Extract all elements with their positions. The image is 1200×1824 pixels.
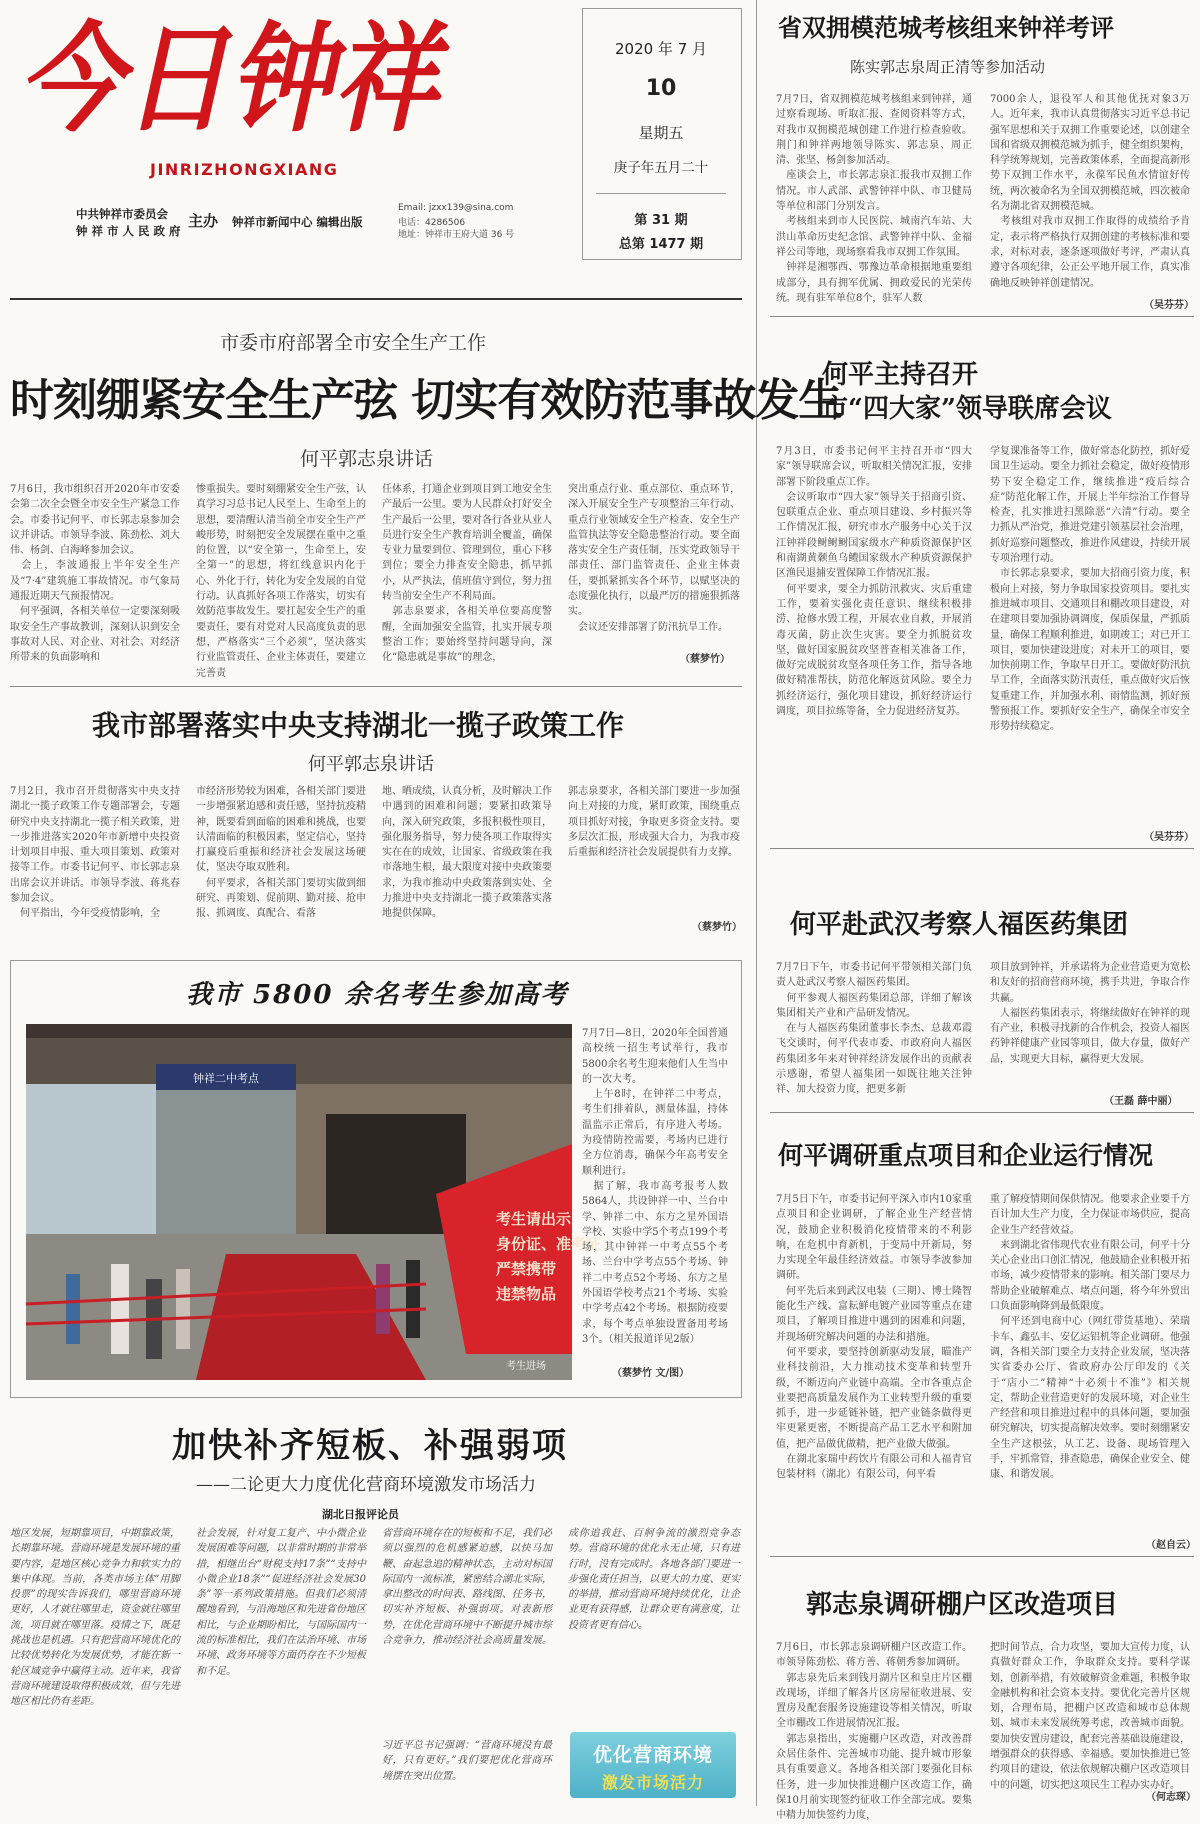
art2-col-2: 市经济形势较为困难，各相关部门要进一步增强紧迫感和责任感，坚持抗疫精神，既要看到面临的困难和挑战，也要认清面临的积极因素，坚定信心，坚持打赢疫后重振和经济社会发展这场硬仗，坚决夺取双胜利。 何平要求，各相关部门要切实做到细研究、再策划、促前期、勤对接、抢申报、抓调度、真配合、看落 — [196, 786, 366, 920]
svg-text:钟祥二中考点: 钟祥二中考点 — [193, 1072, 259, 1085]
right4-rule — [770, 1556, 1194, 1557]
right5-signature: （何志琛） — [1146, 1792, 1196, 1803]
right4-col-2: 重了解疫情期间保供情况。他要求企业要千方百计加大生产力度，全力保证市场供应，提高企业生产经营效益。 来到湖北省伟现代农业有限公司，何平十分关心企业出口创汇情况，他鼓励企业积极开拓市场，减少疫情带来的影响。相关部门要尽力帮助企业破解难点、堵点问题，将今年外贸出口负面影响降到最低限度。 何平还到电商中心（网红带货基地）、荣瑞卡车、鑫弘丰、安亿运铝机等企业调研。他强调，各相关部门要全力支持企业发展，坚决落实省委办公厅、省政府办公厅印发的《关于“店小二”精神“十必须十不准”》相关规定，帮助企业营造更好的发展环境，对企业生产经营和项目推进过程中的具体问题，要加强研究解决，切实提高解决效率。要时刻绷紧安全生产这根弦，从工艺、设备、现场管理入手，牢抓常管，排查隐患，确保企业安全、健康、和谐发展。 — [990, 1194, 1190, 1481]
right2-col-1: 7月3日，市委书记何平主持召开市“四大家”领导联席会议，听取相关情况汇报，安排部署下阶段重点工作。 会议听取市“四大家”领导关于招商引资、包联重点企业、重点项目建设、乡村振兴等工作情况汇报，研究市水产服务中心关于汉江钟祥段鲥鲥鲥国家级水产种质资源保护区和南湖黄颡鱼乌鳢国家级水产种质资源保护区渔民退捕安置保障工作情况汇报。 何平要求，要全力抓防汛救灾、灾后重建工作，要着实强化责任意识、继续积极排涝、抢修水毁工程，开展农业自救，开展消毒灭菌，防止次生灾害。要全力抓脱贫攻坚，做好国家脱贫攻坚普查相关准备工作，做好完成脱贫攻坚各项任务工作，指导各地做好精准帮扶，防范化解返贫风险。要全力抓经济运行，强化项目建设，抓好经济运行调度，项目拉练等备，全力促进经济复苏。 — [776, 446, 972, 718]
art4-col-1: 地区发展，短期靠项目，中期靠政策，长期靠环境。营商环境是发展环境的重要内容，是地区核心竞争力和软实力的集中体现。当前，各类市场主体“用脚投票”的现实告诉我们，哪里营商环境更好，人才就往哪里走，资金就往哪里流，项目就在哪里落。疫情之下，既是挑战也是机遇。只有把营商环境优化的比较优势转化为发展优势，才能在新一轮区域竞争中赢得主动。近年来，我省营商环境建设取得积极成效，但与先进地区相比仍有差距。 — [10, 1528, 180, 1708]
svg-text:今日钟祥: 今日钟祥 — [18, 9, 451, 148]
exam-photo-scene — [26, 1024, 602, 1380]
right5-col-2: 把时间节点，合力攻坚，要加大宣传力度，认真做好群众工作，争取群众支持。要科学谋划，创新举措，有效破解资金难题，积极争取金融机构和社会资本支持。要优化完善片区规划，合理布局，把棚户区改造和城市总体规划、城市未来发展统筹考虑，改善城市面貌。要加快安置房建设，配套完善基础设施建设，增强群众的获得感、幸福感。要加快推进已签约项目的建设，依法依规解决棚户区改造项目中的问题，切实把这项民生工程办实办好。 — [990, 1642, 1190, 1791]
art2-col-1: 7月2日，我市召开贯彻落实中央支持湖北一揽子政策工作专题部署会，专题研究中央支持湖北一揽子相关政策，进一步推进落实2020年市新增中央投资计划项目申报、重大项目策划、政策对接等工作。市委书记何平、市长郭志泉出席会议并讲话。市领导李波、蒋兆春参加会议。 何平指出，今年受疫情影响，全 — [10, 786, 180, 920]
right3-col-1: 7月7日下午，市委书记何平带领相关部门负责人赴武汉考察人福医药集团。 何平参观人福医药集团总部，详细了解该集团相关产业和产品研发情况。 在与人福医药集团董事长李杰、总裁邓霞飞交谈时，何平代表市委、市政府向人福医药集团多年来对钟祥经济发展作出的贡献表示感谢，希望人福集团一如既往地关注钟祥、加大投资力度，把更多新 — [776, 962, 972, 1096]
right1-col-1: 7月7日，省双拥模范城考核组来到钟祥，通过察看现场、听取汇报、查阅资料等方式，对我市双拥模范城创建工作进行检查验收。荆门和钟祥两地领导陈实、郭志泉、周正清、张坚、杨剑参加活动。 座谈会上，市长郭志泉汇报我市双拥工作情况。市人武部、武警钟祥中队、市卫健局等单位和部门分别发言。 考核组来到市人民医院、城南汽车站、大洪山革命历史纪念馆、武警钟祥中队、金福祥公司等地，现场察看我市双拥工作氛围。 钟祥是湘鄂西、鄂豫边革命根据地重要组成部分，具有拥军优属、拥政爱民的光荣传统。现有驻军单位8个，驻军人数 — [776, 94, 972, 304]
date-ym: 2020 年 7 月 — [614, 40, 708, 58]
art4-subtitle: ——二论更大力度优化营商环境激发市场活力 — [196, 1475, 536, 1495]
right5-headline: 郭志泉调研棚户区改造项目 — [806, 1590, 1119, 1620]
art4-col-4: 成你追我赶、百舸争流的激烈竞争态势。营商环境的优化永无止境，只有进行时，没有完成时。各地各部门要进一步强化责任担当，以更大的力度、更实的举措，推动营商环境持续优化，让企业更有获得感，让群众更有满意度，让投资者更有信心。 — [568, 1528, 740, 1631]
badge-line-2: 激发市场活力 — [601, 1773, 704, 1792]
svg-text:身份证、准考证: 身份证、准考证 — [496, 1235, 602, 1253]
issue-number: 第 31 期 — [634, 213, 688, 228]
sponsor-2: 钟 祥 市 人 民 政 府 — [76, 224, 181, 238]
masthead-rule — [10, 298, 742, 300]
art3-signature: （蔡梦竹 文/图） — [612, 1368, 690, 1379]
art1-col-2: 惨重损失。要时刻绷紧安全生产弦，认真学习习总书记人民至上、生命至上的思想，要清醒认清当前全市安全生产严峻形势，时刻把安全发展摆在重中之重的位置，以“安全第一，生命至上，安全第一”的思想，将红线意识内化于心、外化于行，转化为安全发展的自觉行动。认真抓好各项工作落实，切实有效防范事故发生。要扛起安全生产的重要责任，要有对党对人民高度负责的思想，严格落实“三个必须”，坚决落实行业监管责任、企业主体责任，要建立完善责 — [196, 484, 366, 679]
art2-col-4: 郭志泉要求，各相关部门要进一步加强向上对接的力度，紧盯政策，围绕重点项目抓好对接，争取更多资金支持。要多层次汇报，形成强大合力，为我市疫后重振和经济社会发展提供有力支撑。 — [568, 786, 740, 859]
art4-quote: 习近平总书记强调：“营商环境没有最好，只有更好。”我们要把优化营商环境摆在突出位置。 — [382, 1740, 552, 1782]
right2-col-2: 学复课准备等工作，做好常态化防控，抓好爱国卫生运动。要全力抓社会稳定，做好疫情形势下安全稳定工作，继续推进“疫后综合症”防范化解工作，开展上半年综治工作督导检查，扎实推进扫黑除恶“六清”行动。要全力抓从严治党，推进党建引领基层社会治理，抓好巡察问题整改，推进作风建设，持续开展专项治理行动。 市长郭志泉要求，要加大招商引资力度，积极向上对接，努力争取国家投资项目。要扎实推进城市项目、交通项目和棚改项目建设，对在建项目要加强协调调度，保质保量，严抓质量，确保工程顺利推进，如期竣工；对已开工项目，要加快建设进度；对未开工的项目，要加快前期工作，争取早日开工。要做好防汛抗旱工作，全面落实防汛责任，重点做好灾后恢复重建工作，并加强水利、雨情监测，抓好预警预报工作。要抓好安全生产，确保全市安全形势持续稳定。 — [990, 446, 1190, 733]
right1-col-2: 7000余人，退役军人和其他优抚对象3万人。近年来，我市认真贯彻落实习近平总书记强军思想和关于双拥工作重要论述，以创建全国和省级双拥模范城为抓手，健全组织架构，科学统筹规划，完善政策体系，全面提高新形势下双拥工作水平，永葆军民鱼水情谊好传统，两次被命名为全国双拥模范城，四次被命名为湖北省双拥模范城。 考核组对我市双拥工作取得的成绩给予肯定，表示将严格执行双拥创建的考核标准和要求，对标对表，逐条逐项做好考评，严肃认真遵守各项纪律，公正公平地开展工作，真实准确地反映钟祥创建情况。 — [990, 94, 1190, 289]
right1-signature: （吴芬芬） — [1144, 300, 1194, 311]
svg-text:违禁物品: 违禁物品 — [496, 1285, 557, 1303]
art1-col-3: 任体系，打通企业到项目到工地安全生产最后一公里。要为人民群众打好安全生产最后一公里，要对各行各业从业人员进行安全生产教育培训全覆盖，确保专业力量要到位、管理到位，重心下移到位；要全力排查安全隐患，抓早抓小，从严执法，值班值守到位，努力扭转当前安全生产不利局面。 郭志泉要求，各相关单位要高度警醒，全面加强安全监管，扎实开展专项整治工作；要始终坚持问题导向，深化“隐患就是事故”的理念， — [382, 484, 552, 664]
date-weekday: 星期五 — [638, 124, 684, 142]
art4-author: 湖北日报评论员 — [322, 1508, 399, 1521]
right4-headline: 何平调研重点项目和企业运行情况 — [778, 1141, 1154, 1170]
logo-calligraphy — [10, 8, 451, 148]
art2-subhead: 何平郭志泉讲话 — [308, 754, 434, 775]
art1-headline: 时刻绷紧安全生产弦 切实有效防范事故发生 — [10, 375, 842, 426]
art1-rule — [10, 686, 742, 687]
right5-col-1: 7月6日，市长郭志泉调研棚户区改造工作。市领导陈劲松、蒋方善、蒋朝秀参加调研。 郭志泉先后来到钱月湖片区和皇庄片区棚改现场，详细了解各片区房屋征收进展、安置房及配套服务设施建设等相关情况，听取全市棚改工作进展情况汇报。 郭志泉指出，实施棚户区改造，对改善群众居住条件、完善城市功能、提升城市形象具有重要意义。各地各相关部门要强化目标任务，进一步加快推进棚户区改造工作，确保10月前实现签约征收工作全部完成。要集中精力加快签约力度， — [776, 1642, 972, 1822]
exam-photo — [26, 1024, 602, 1380]
art1-col-1: 7月6日，我市组织召开2020年市安委会第二次全会暨全市安全生产紧急工作会。市委书记何平、市长郭志泉参加会议并讲话。市领导李波、陈劲松、刘大伟、杨剑、白海峰参加会议。 会上，李波通报上半年安全生产及“7·4”建筑施工事故情况。市气象局通报近期天气预报情况。 何平强调，各相关单位一定要深刻吸取安全生产事故教训，深刻认识到安全事故对人民、对企业、对社会、对经济所带来的负面影响和 — [10, 484, 180, 664]
badge-line-1: 优化营商环境 — [592, 1744, 713, 1766]
svg-text:考生请出示: 考生请出示 — [496, 1210, 572, 1228]
right3-signature: （王磊 薛中丽） — [1104, 1096, 1178, 1107]
right4-col-1: 7月5日下午，市委书记何平深入市内10家重点项目和企业调研，了解企业生产经营情况，鼓励企业积极消化疫情带来的不利影响，在危机中育新机，于变局中开新局，努力实现全年最佳经济效益。市领导李波参加调研。 何平先后来到武汉电装（三期）、博士隆智能化生产线、富耘鲜电镀产业园等重点在建项目，了解项目推进中遇到的困难和问题，并现场研究解决问题的办法和措施。 何平要求，要坚持创新驱动发展，瞄准产业科技前沿，大力推动技术变革和转型升级，不断迈向产业链中高端。全市各重点企业要把高质量发展作为工业转型升级的重要抓手，进一步延链补链，把产业链条做得更牢更紧更密，不断提高产品工艺水平和附加值，把产品做优做精，把产业做大做强。 在湖北家瑞中药饮片有限公司和人福青官包装材料（湖北）有限公司，何平看 — [776, 1194, 972, 1481]
masthead-address: 地址：钟祥市王府大道 36 号 — [398, 230, 515, 240]
art1-kicker: 市委市府部署全市安全生产工作 — [220, 332, 487, 354]
art4-col-2: 社会发展，针对复工复产、中小微企业发展困难等问题，以非常时期的非常举措，相继出台“财税支持17条”“支持中小微企业18条”“促进经济社会发展30条”等一系列政策措施。但我们必须清醒地看到，与沿海地区和先进省份地区相比，与企业期盼相比，与国际国内一流的标准相比，我们在法治环境、市场环境、政务环境等方面仍存在不少短板和不足。 — [196, 1528, 366, 1677]
art2-headline: 我市部署落实中央支持湖北一揽子政策工作 — [92, 709, 625, 742]
right4-signature: （赵自云） — [1146, 1540, 1196, 1551]
masthead-email: Email: jzxx139@sina.com — [398, 203, 514, 213]
art1-signature: （蔡梦竹） — [680, 654, 730, 665]
total-issue-number: 总第 1477 期 — [618, 237, 704, 252]
sponsor-label: 主办 — [188, 212, 219, 230]
right3-headline: 何平赴武汉考察人福医药集团 — [790, 910, 1129, 940]
date-lunar: 庚子年五月二十 — [613, 160, 709, 176]
business-env-badge — [570, 1732, 736, 1798]
date-day: 10 — [645, 76, 677, 101]
right2-rule — [770, 848, 1194, 849]
right2-headline-2: 市“四大家”领导联席会议 — [822, 394, 1112, 424]
art3-headline: 我市 5800 余名考生参加高考 — [186, 980, 569, 1010]
art4-headline: 加快补齐短板、补强弱项 — [172, 1426, 568, 1466]
sponsor-1: 中共钟祥市委员会 — [76, 207, 168, 221]
right2-headline-1: 何平主持召开 — [822, 360, 979, 390]
art3-body: 7月7日—8日，2020年全国普通高校统一招生考试举行，我市5800余名考生迎来他们人生当中的一次大考。 上午8时，在钟祥二中考点，考生们排着队，测量体温，持体温监示正常后，有序进入考场。为疫情防控需要，考场内已进行全方位消毒，确保今年高考安全顺利进行。 据了解，我市高考报考人数5864人，共设钟祥一中、兰台中学、钟祥二中、东方之星外国语学校、实验中学5个考点199个考场，其中钟祥一中考点55个考场、兰台中学考点55个考场、钟祥二中考点52个考场、东方之星外国语学校考点21个考场、实验中学考点42个考场。根据防疫要求，每个考点单独设置备用考场3个。（相关报道详见2版） — [582, 1028, 728, 1345]
right3-col-2: 项目放到钟祥，并承诺将为企业营造更为宽松和友好的招商营商环境，携手共进，争取合作共赢。 人福医药集团表示，将继续做好在钟祥的现有产业，积极寻找新的合作机会，投资人福医药钟祥健康产业园等项目，做大存量，做好产品，实现更大目标，赢得更大发展。 — [990, 962, 1190, 1065]
svg-text:考生进场: 考生进场 — [506, 1361, 546, 1372]
right1-rule — [770, 316, 1194, 317]
art4-col-3: 省营商环境存在的短板和不足，我们必须以强烈的危机感紧迫感，以快马加鞭、奋起急追的精神状态，主动对标国际国内一流标准，紧密结合湖北实际，拿出整改的时间表、路线图、任务书，切实补齐短板、补强弱项。对表新形势，在优化营商环境中不断提升城市综合竞争力，推动经济社会高质量发展。 — [382, 1528, 552, 1647]
column-divider — [756, 0, 757, 1806]
art1-subhead: 何平郭志泉讲话 — [300, 448, 434, 470]
svg-text:严禁携带: 严禁携带 — [496, 1260, 557, 1278]
art2-col-3: 地、晒成绩，认真分析，及时解决工作中遇到的困难和问题；要紧扣政策导向，深入研究政策，多报积极性项目，强化服务指导，努力使各项工作取得实实在在的成效，让国家、省级政策在我市落地生根，最大限度对接中央政策要求，为我市推动中央政策落到实处、全力推进中央支持湖北一揽子政策落实落地提供保障。 — [382, 786, 552, 920]
right1-subhead: 陈实郭志泉周正清等参加活动 — [850, 58, 1046, 76]
masthead-logo — [10, 8, 451, 148]
right1-headline: 省双拥模范城考核组来钟祥考评 — [778, 13, 1114, 42]
art2-signature: （蔡梦竹） — [692, 922, 742, 933]
masthead-phone: 电话：4286506 — [398, 218, 466, 228]
date-divider — [596, 193, 726, 194]
right3-rule — [770, 1112, 1194, 1113]
art1-col-4: 突出重点行业、重点部位、重点环节，深入开展安全生产专项整治三年行动、重点行业领域安全生产检查、安全生产监管执法等安全隐患整治行动。要全面落实安全生产责任制，压实党政领导干部责任、部门监管责任、企业主体责任，要抓紧抓实各个环节，以赋坚决的态度强化执行，以最严厉的措施狠抓落实。 会议还安排部署了防汛抗旱工作。 — [568, 484, 740, 633]
masthead-pinyin: JINRIZHONGXIANG — [150, 160, 339, 179]
publisher: 钟祥市新闻中心 编辑出版 — [232, 215, 363, 229]
right2-signature: （吴芬芬） — [1144, 832, 1194, 843]
